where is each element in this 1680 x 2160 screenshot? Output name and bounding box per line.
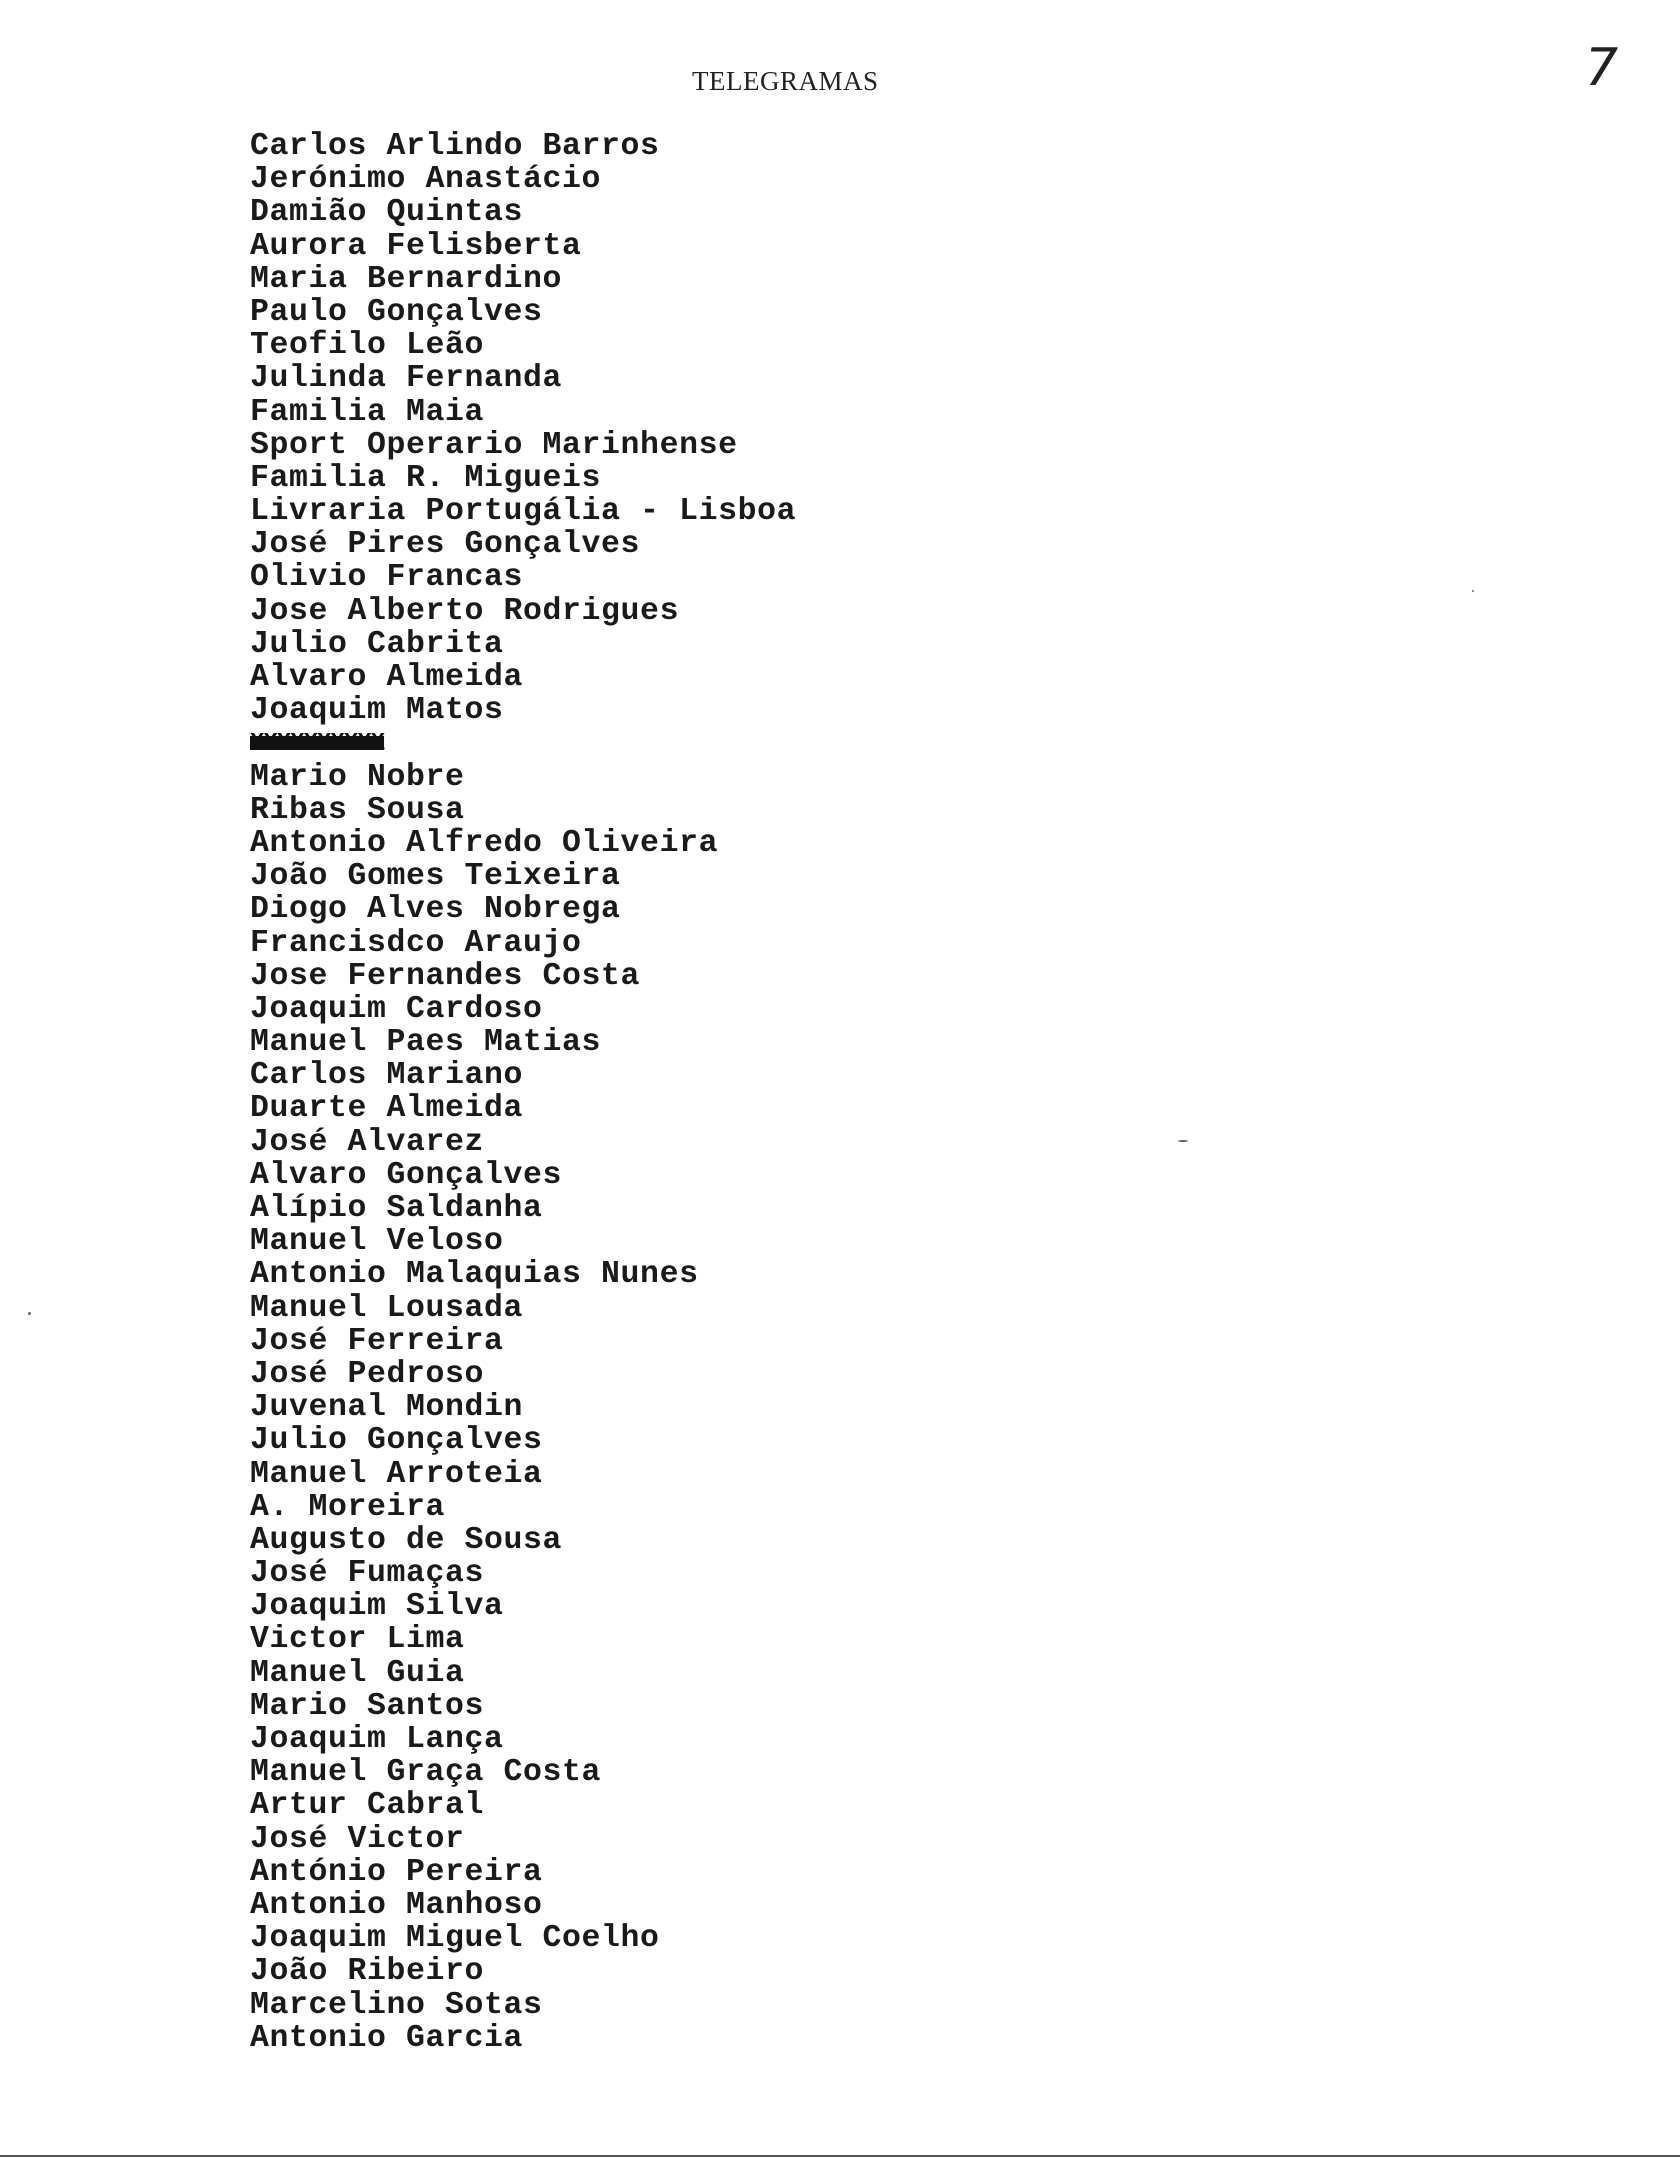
name-list-item: Manuel Guia: [250, 1655, 465, 1691]
name-list-item: Francisdco Araujo: [250, 925, 582, 961]
name-list-item: Alvaro Gonçalves: [250, 1157, 563, 1193]
name-list-item: Manuel Paes Matias: [250, 1025, 602, 1061]
name-list-item: Aurora Felisberta: [250, 228, 582, 264]
name-list-item: Paulo Gonçalves: [250, 294, 543, 330]
bottom-rule: [0, 2155, 1680, 2157]
name-list-item: Antonio Malaquias Nunes: [250, 1257, 699, 1293]
name-list-item: Carlos Mariano: [250, 1058, 524, 1094]
name-list-item: Jerónimo Anastácio: [250, 162, 602, 198]
name-list-item: Antonio Garcia: [250, 2020, 524, 2056]
name-list-item: Alvaro Almeida: [250, 660, 524, 695]
name-list-item: A. Moreira: [250, 1489, 446, 1525]
name-list-item: Joaquim Lança: [250, 1722, 504, 1757]
name-list-item: Sport Operario Marinhense: [250, 427, 738, 463]
name-list-item: Joaquim Cardoso: [250, 991, 543, 1027]
name-list-item: José Pedroso: [250, 1356, 485, 1392]
name-list-item: Manuel Arroteia: [250, 1456, 543, 1492]
page-title: TELEGRAMAS: [692, 66, 879, 96]
name-list-item: Familia Maia: [250, 394, 485, 430]
name-list-item: Victor Lima: [250, 1622, 465, 1658]
name-list-item: José Victor: [250, 1821, 465, 1857]
scan-speck: [1472, 590, 1474, 592]
name-list-item: José Pires Gonçalves: [250, 527, 641, 563]
name-list-item: Juvenal Mondin: [250, 1390, 524, 1426]
name-list-item: Alípio Saldanha: [250, 1191, 543, 1226]
name-list-item: Julinda Fernanda: [250, 361, 563, 397]
name-list-item: Joaquim Silva: [250, 1589, 504, 1625]
name-list-item: Mario Santos: [250, 1688, 485, 1724]
name-list-item: Olivio Francas: [250, 560, 524, 596]
name-list-item: Augusto de Sousa: [250, 1522, 563, 1558]
name-list-item: Mario Nobre: [250, 759, 465, 795]
name-list-item: António Pereira: [250, 1854, 543, 1890]
name-list-item: João Ribeiro: [250, 1954, 485, 1990]
name-list-item: Damião Quintas: [250, 195, 524, 231]
name-list-item: Carlos Arlindo Barros: [250, 129, 660, 164]
name-list-item: Joaquim Miguel Coelho: [250, 1921, 660, 1957]
name-list-item: João Gomes Teixeira: [250, 859, 621, 895]
name-list-item: José Fumaças: [250, 1556, 485, 1592]
name-list-item: Teofilo Leão: [250, 328, 485, 364]
name-list-item: Julio Gonçalves: [250, 1423, 543, 1459]
name-list-item: Artur Cabral: [250, 1788, 485, 1824]
name-list-item: Diogo Alves Nobrega: [250, 892, 621, 928]
scan-speck: [1178, 1140, 1188, 1142]
name-list-item: Manuel Veloso: [250, 1224, 504, 1260]
name-list-item: Livraria Portugália - Lisboa: [250, 494, 797, 530]
scan-speck: [28, 1312, 31, 1315]
name-list-item: XXXXXXXXXX: [250, 730, 385, 758]
name-list-item: Antonio Alfredo Oliveira: [250, 825, 719, 861]
name-list-item: José Ferreira: [250, 1323, 504, 1359]
name-list-item: Familia R. Migueis: [250, 460, 602, 496]
name-list-item: Maria Bernardino: [250, 261, 563, 297]
name-list-item: Jose Alberto Rodrigues: [250, 593, 680, 629]
name-list-item: Ribas Sousa: [250, 792, 465, 828]
name-list: [250, 130, 796, 2055]
name-list-item: Marcelino Sotas: [250, 1987, 543, 2023]
name-list-item: Manuel Lousada: [250, 1290, 524, 1326]
name-list-item: José Alvarez: [250, 1124, 485, 1160]
name-list-item: Julio Cabrita: [250, 626, 504, 662]
name-list-item: Duarte Almeida: [250, 1091, 524, 1127]
name-list-item: Joaquim Matos: [250, 693, 504, 729]
name-list-item: Antonio Manhoso: [250, 1887, 543, 1923]
page-number: 7: [1585, 38, 1619, 98]
name-list-item: Manuel Graça Costa: [250, 1755, 602, 1791]
name-list-item: Jose Fernandes Costa: [250, 958, 641, 994]
